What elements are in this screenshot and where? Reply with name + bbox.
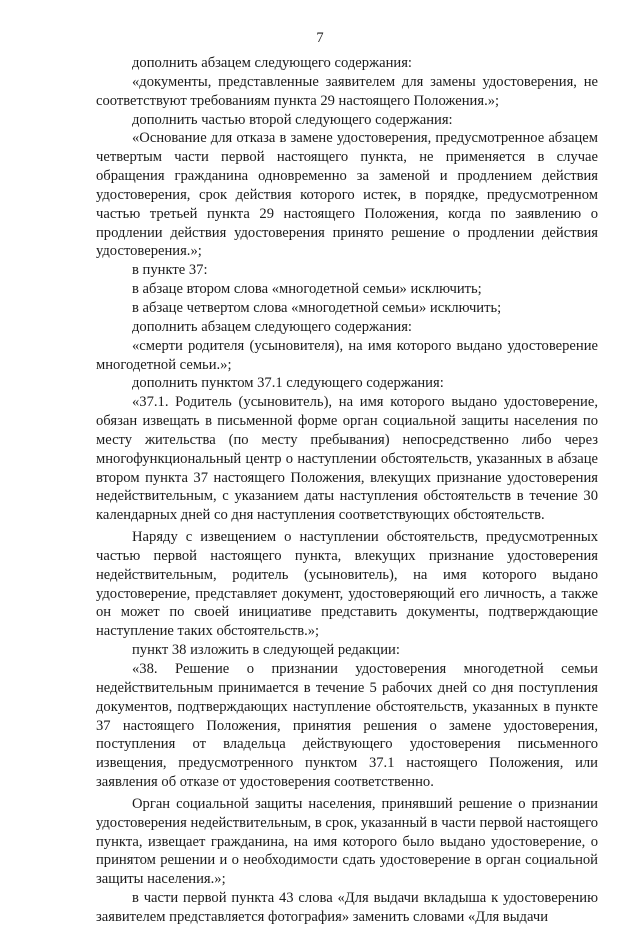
- paragraph: Наряду с извещением о наступлении обстоятельств, предусмотренных частью первой настоящего пункта, влекущих признание удостоверения недействительным, родитель (усыновитель), на имя которого выдано удостоверение, представляет документ, удостоверяющий его личность, а также он может по своей инициативе представить документы, подтверждающие наступление таких обстоятельств.»;: [96, 529, 598, 640]
- paragraph: в пункте 37:: [132, 262, 208, 279]
- paragraph: Орган социальной защиты населения, принявший решение о признании удостоверения недействительным, в срок, указанный в части первой настоящего пункта, извещает гражданина, на имя которого было выдано удостоверение, о принятом решении и о необходимости сдать удостоверение в орган социальной защиты населения.»;: [96, 795, 598, 888]
- paragraph: в абзаце втором слова «многодетной семьи» исключить;: [132, 281, 482, 298]
- paragraph: «Основание для отказа в замене удостоверения, предусмотренное абзацем четвертым части первой настоящего пункта, не применяется в случае обращения гражданина одновременно за заменой и продлением действия удостоверения, срок действия которого истек, в порядке, предусмотренном частью третьей пункта 29 настоящего Положения, когда по заявлению о продлении действия удостоверения принято решение о продлении действия удостоверения.»;: [96, 130, 598, 260]
- document-body: [96, 54, 598, 927]
- paragraph: в части первой пункта 43 слова «Для выдачи вкладыша к удостоверению заявителем представляется фотография» заменить словами «Для выдачи: [96, 890, 598, 925]
- paragraph: дополнить абзацем следующего содержания:: [132, 55, 412, 71]
- page-number: 7: [316, 30, 324, 46]
- paragraph: «38. Решение о признании удостоверения многодетной семьи недействительным принимается в течение 5 рабочих дней со дня поступления документов, подтверждающих наступление обстоятельств, указанных в пункте 37 настоящего Положения, принятия решения о замене удостоверения, поступления от владельца действующего удостоверения письменного извещения, предусмотренного пунктом 37.1 настоящего Положения, или заявления об отказе от удостоверения соответственно.: [96, 661, 598, 791]
- paragraph: в абзаце четвертом слова «многодетной семьи» исключить;: [132, 299, 502, 316]
- paragraph: «документы, представленные заявителем для замены удостоверения, не соответствуют требованиям пункта 29 настоящего Положения.»;: [96, 73, 598, 109]
- paragraph: дополнить абзацем следующего содержания:: [132, 318, 412, 335]
- paragraph: «37.1. Родитель (усыновитель), на имя которого выдано удостоверение, обязан извещать в письменной форме орган социальной защиты населения по месту жительства (по месту пребывания) непосредственно либо через многофункциональный центр о наступлении обстоятельств, указанных в абзаце втором пункта 37 настоящего Положения, влекущих признание удостоверения недействительным, с указанием даты наступления обстоятельств в течение 30 календарных дней со дня наступления соответствующих обстоятельств.: [96, 394, 598, 524]
- paragraph: дополнить пунктом 37.1 следующего содержания:: [132, 375, 444, 392]
- paragraph: пункт 38 изложить в следующей редакции:: [132, 642, 400, 659]
- paragraph: «смерти родителя (усыновителя), на имя которого выдано удостоверение многодетной семьи.»;: [96, 337, 598, 373]
- paragraph: дополнить частью второй следующего содержания:: [132, 111, 453, 128]
